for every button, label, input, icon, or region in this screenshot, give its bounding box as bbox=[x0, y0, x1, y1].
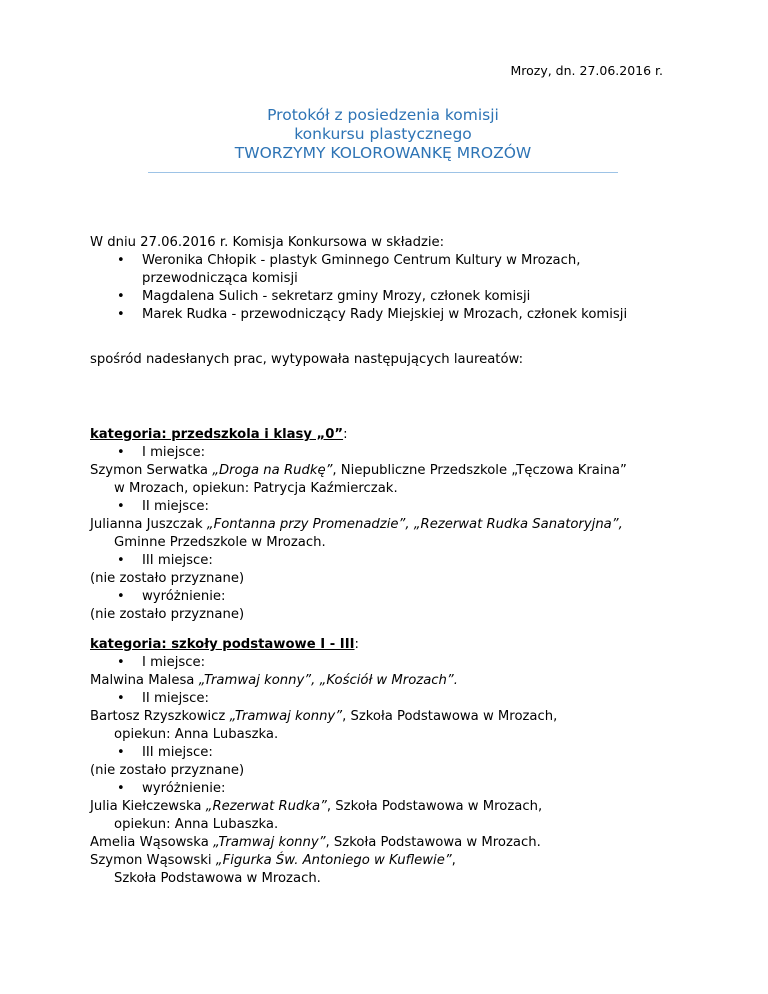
place-label: • wyróżnienie: bbox=[117, 781, 226, 796]
intro-lead: W dniu 27.06.2016 r. Komisja Konkursowa w składzie: bbox=[90, 235, 445, 250]
place-label: • II miejsce: bbox=[117, 691, 209, 706]
place-label: • III miejsce: bbox=[117, 745, 213, 760]
winner-entry: Szymon Serwatka „Droga na Rudkę”, Niepubliczne Przedszkole „Tęczowa Kraina” bbox=[90, 463, 627, 478]
category-preschool bbox=[90, 426, 690, 624]
member-item-continued: przewodnicząca komisji bbox=[142, 271, 298, 286]
place-label: • II miejsce: bbox=[117, 499, 209, 514]
bullet-icon: • bbox=[117, 553, 125, 568]
title-line-1: Protokół z posiedzenia komisji bbox=[267, 106, 499, 124]
distinction-entry-continued: Szkoła Podstawowa w Mrozach. bbox=[114, 871, 321, 886]
place-label: • I miejsce: bbox=[117, 655, 206, 670]
bullet-icon: • bbox=[117, 499, 125, 514]
category-heading: kategoria: szkoły podstawowe I - III: bbox=[90, 637, 359, 652]
distinction-entry-continued: opiekun: Anna Lubaszka. bbox=[114, 817, 279, 832]
winner-entry-continued: Gminne Przedszkole w Mrozach. bbox=[114, 535, 326, 550]
distinction-entry: Szymon Wąsowski „Figurka Św. Antoniego w Kuflewie”, bbox=[90, 853, 456, 868]
bullet-icon: • bbox=[117, 289, 125, 304]
place-label: • I miejsce: bbox=[117, 445, 206, 460]
bullet-icon: • bbox=[117, 307, 125, 322]
winner-entry: Julianna Juszczak „Fontanna przy Promenadzie”, „Rezerwat Rudka Sanatoryjna”, bbox=[90, 517, 623, 532]
bullet-icon: • bbox=[117, 691, 125, 706]
winner-entry-continued: w Mrozach, opiekun: Patrycja Kaźmierczak. bbox=[114, 481, 398, 496]
winner-entry-continued: opiekun: Anna Lubaszka. bbox=[114, 727, 279, 742]
bullet-icon: • bbox=[117, 745, 125, 760]
title-divider bbox=[148, 172, 618, 173]
not-awarded-text: (nie zostało przyznane) bbox=[90, 607, 245, 622]
bullet-icon: • bbox=[117, 781, 125, 796]
document-title bbox=[148, 106, 618, 163]
member-item: • Marek Rudka - przewodniczący Rady Miejskiej w Mrozach, członek komisji bbox=[117, 307, 628, 322]
not-awarded-text: (nie zostało przyznane) bbox=[90, 571, 245, 586]
winner-entry: Bartosz Rzyszkowicz „Tramwaj konny”, Szkoła Podstawowa w Mrozach, bbox=[90, 709, 558, 724]
bullet-icon: • bbox=[117, 655, 125, 670]
document-date: Mrozy, dn. 27.06.2016 r. bbox=[510, 63, 663, 78]
selection-text: spośród nadesłanych prac, wytypowała następujących laureatów: bbox=[90, 352, 524, 367]
intro-section bbox=[90, 234, 690, 324]
distinction-entry: Julia Kiełczewska „Rezerwat Rudka”, Szkoła Podstawowa w Mrozach, bbox=[90, 799, 543, 814]
member-item: • Magdalena Sulich - sekretarz gminy Mrozy, członek komisji bbox=[117, 289, 531, 304]
distinction-entry: Amelia Wąsowska „Tramwaj konny”, Szkoła Podstawowa w Mrozach. bbox=[90, 835, 541, 850]
place-label: • III miejsce: bbox=[117, 553, 213, 568]
member-item: • Weronika Chłopik - plastyk Gminnego Centrum Kultury w Mrozach, bbox=[117, 253, 581, 268]
category-primary bbox=[90, 636, 690, 888]
winner-entry: Malwina Malesa „Tramwaj konny”, „Kościół w Mrozach”. bbox=[90, 673, 458, 688]
bullet-icon: • bbox=[117, 589, 125, 604]
place-label: • wyróżnienie: bbox=[117, 589, 226, 604]
category-heading: kategoria: przedszkola i klasy „0”: bbox=[90, 427, 348, 442]
bullet-icon: • bbox=[117, 445, 125, 460]
bullet-icon: • bbox=[117, 253, 125, 268]
not-awarded-text: (nie zostało przyznane) bbox=[90, 763, 245, 778]
title-line-3: TWORZYMY KOLOROWANKĘ MROZÓW bbox=[234, 144, 532, 162]
title-line-2: konkursu plastycznego bbox=[294, 125, 472, 143]
